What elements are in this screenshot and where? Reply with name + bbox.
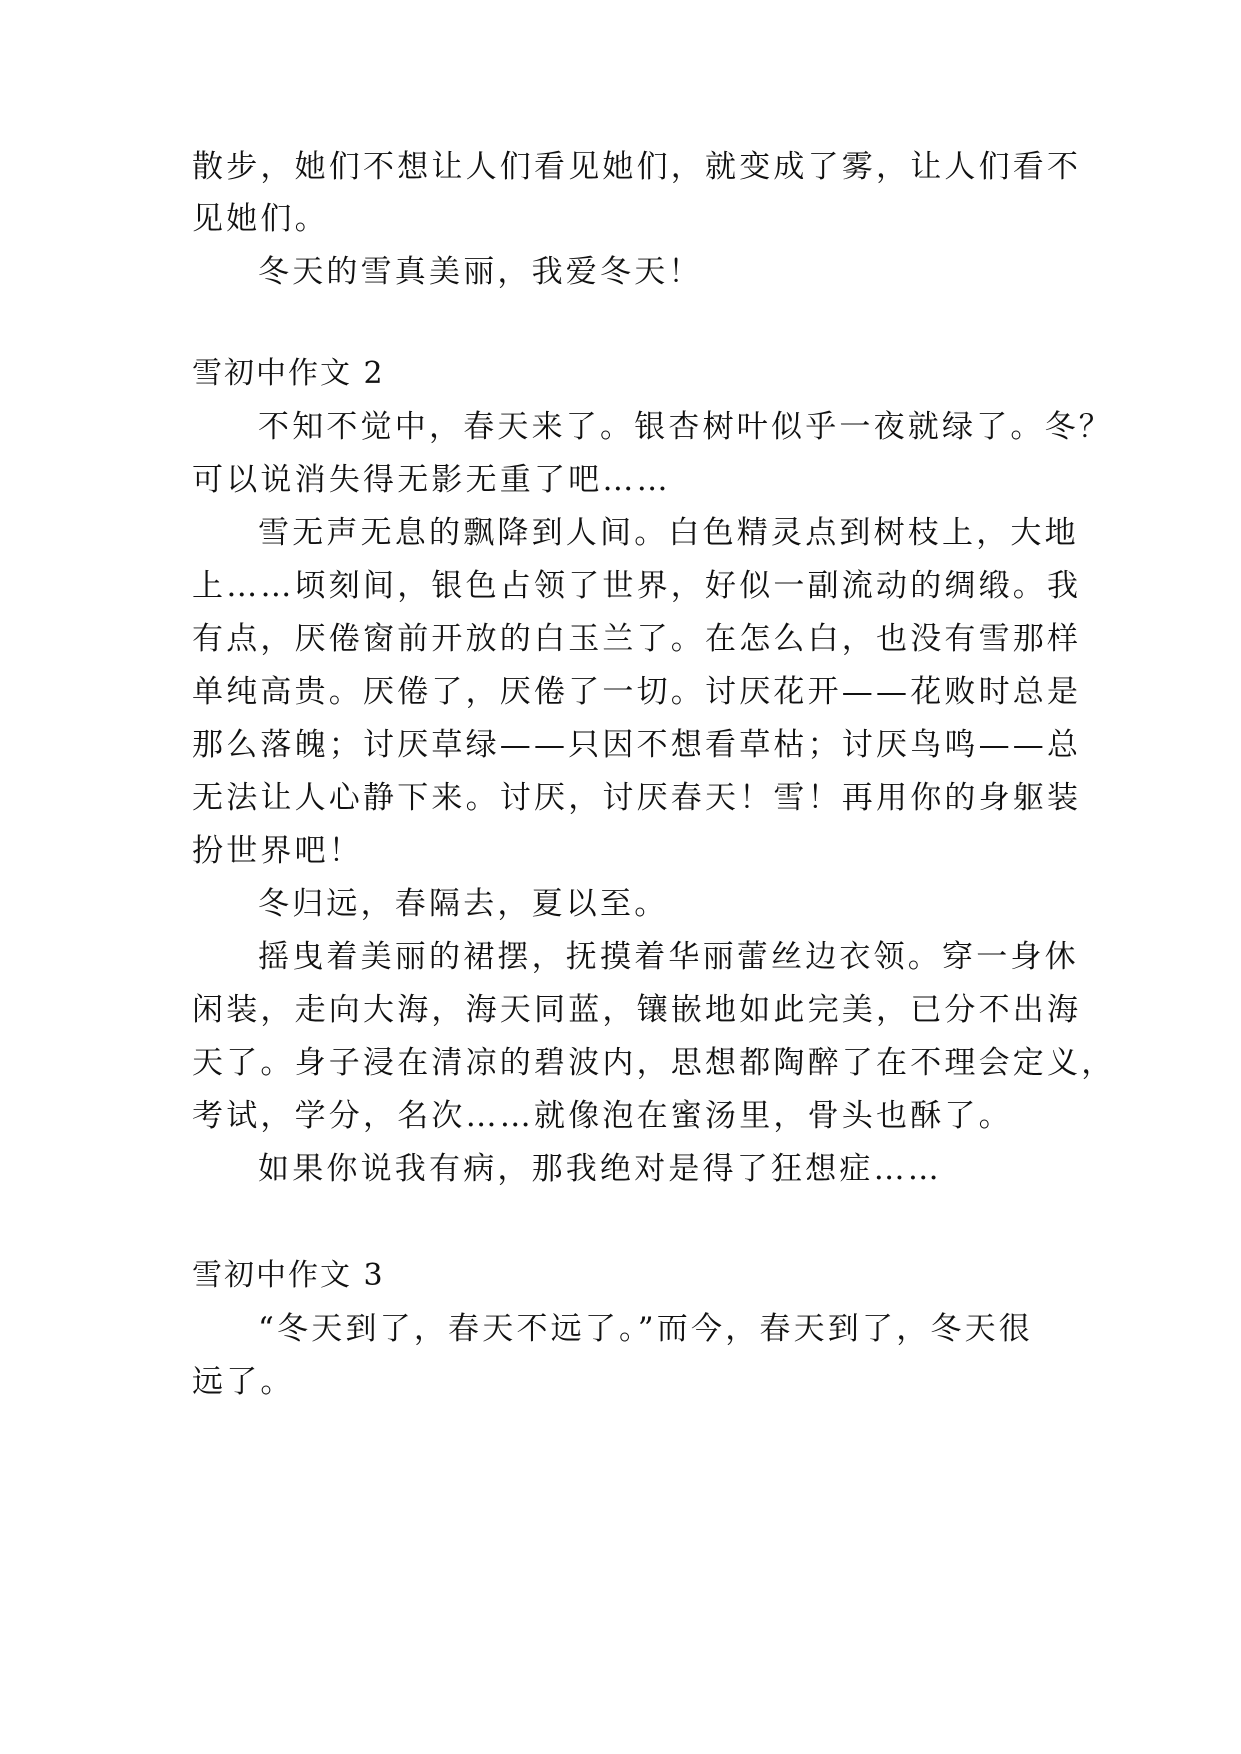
text-line: 有点，厌倦窗前开放的白玉兰了。在怎么白，也没有雪那样 <box>192 621 1082 657</box>
text-line: 扮世界吧！ <box>192 833 363 869</box>
paragraph-line: 如果你说我有病，那我绝对是得了狂想症…… <box>258 1151 942 1187</box>
text-line: 那么落魄；讨厌草绿——只因不想看草枯；讨厌鸟鸣——总 <box>192 727 1082 763</box>
text-line: 上……顷刻间，银色占领了世界，好似一副流动的绸缎。我 <box>192 568 1082 604</box>
paragraph-line: 不知不觉中，春天来了。银杏树叶似乎一夜就绿了。冬？ <box>258 409 1113 445</box>
text-line: 可以说消失得无影无重了吧…… <box>192 462 671 498</box>
paragraph-line: 摇曳着美丽的裙摆，抚摸着华丽蕾丝边衣领。穿一身休 <box>258 939 1079 975</box>
paragraph-line: 冬天的雪真美丽，我爱冬天！ <box>258 254 703 290</box>
text-line: 天了。身子浸在清凉的碧波内，思想都陶醉了在不理会定义， <box>192 1045 1116 1081</box>
text-line: 闲装，走向大海，海天同蓝，镶嵌地如此完美，已分不出海 <box>192 992 1082 1028</box>
paragraph-line: “冬天到了，春天不远了。”而今，春天到了，冬天很 <box>258 1311 1033 1347</box>
text-line: 考试，学分，名次……就像泡在蜜汤里，骨头也酥了。 <box>192 1098 1013 1134</box>
text-line: 见她们。 <box>192 201 329 237</box>
paragraph-line: 雪无声无息的飘降到人间。白色精灵点到树枝上，大地 <box>258 515 1079 551</box>
text-line: 散步，她们不想让人们看见她们，就变成了雾，让人们看不 <box>192 149 1082 185</box>
section-heading: 雪初中作文 2 <box>192 356 385 391</box>
section-heading: 雪初中作文 3 <box>192 1258 385 1293</box>
text-line: 远了。 <box>192 1364 295 1400</box>
text-line: 无法让人心静下来。讨厌，讨厌春天！雪！再用你的身躯装 <box>192 780 1082 816</box>
paragraph-line: 冬归远，春隔去，夏以至。 <box>258 886 669 922</box>
text-line: 单纯高贵。厌倦了，厌倦了一切。讨厌花开——花败时总是 <box>192 674 1082 710</box>
